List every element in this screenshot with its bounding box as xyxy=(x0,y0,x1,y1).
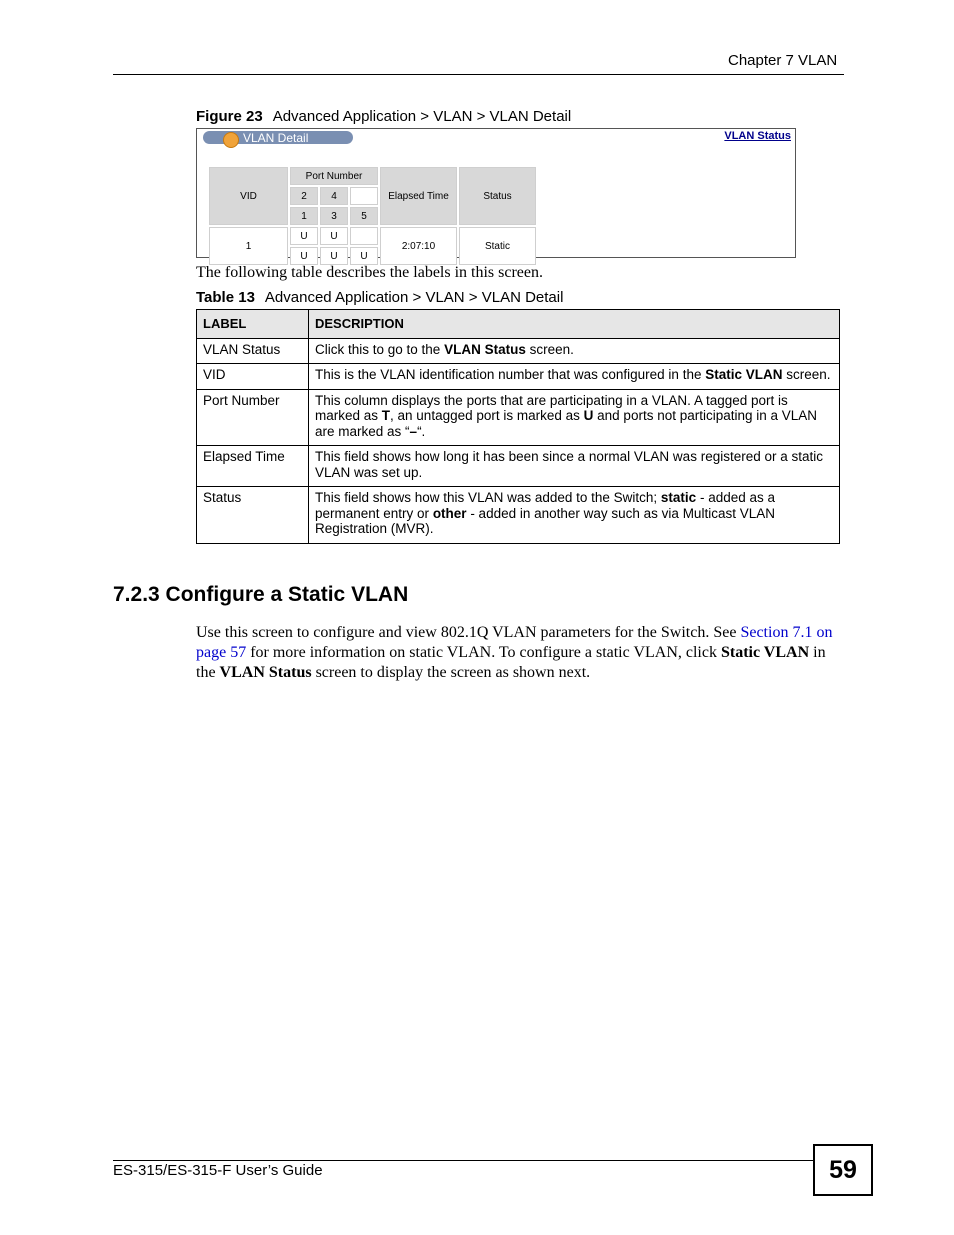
port-label xyxy=(350,187,378,205)
footer-guide-title: ES-315/ES-315-F User’s Guide xyxy=(113,1162,323,1179)
vlan-status-link[interactable]: VLAN Status xyxy=(724,130,791,142)
vlan-detail-screenshot xyxy=(196,128,796,262)
section-link[interactable]: Section 7.1 on page 57 xyxy=(196,624,833,661)
section-paragraph: Use this screen to configure and view 802.1Q VLAN parameters for the Switch. See Section 7.1 on page 57 for more information on static VLAN. To configure a static VLAN, click Static VLAN in the VLAN Status screen to display the screen as shown next. xyxy=(196,624,833,681)
row-label: VLAN Status xyxy=(197,338,309,364)
vid-value: 1 xyxy=(209,227,288,265)
row-label: Elapsed Time xyxy=(197,446,309,487)
port-label: 5 xyxy=(350,207,378,225)
label-description-table xyxy=(196,309,840,544)
elapsed-time-value: 2:07:10 xyxy=(380,227,457,265)
port-status: U xyxy=(320,227,348,245)
port-status: U xyxy=(350,247,378,265)
chapter-header: Chapter 7 VLAN xyxy=(728,52,838,69)
vid-header: VID xyxy=(209,167,288,225)
row-description: Click this to go to the VLAN Status screen. xyxy=(309,338,840,364)
status-header: Status xyxy=(459,167,536,225)
port-label: 4 xyxy=(320,187,348,205)
elapsed-time-header: Elapsed Time xyxy=(380,167,457,225)
page-number: 59 xyxy=(813,1144,873,1196)
port-number-header: Port Number xyxy=(290,167,378,185)
port-status: U xyxy=(290,247,318,265)
label-column-header: LABEL xyxy=(197,310,309,339)
port-status: U xyxy=(320,247,348,265)
table-title: Advanced Application > VLAN > VLAN Detail xyxy=(264,289,564,306)
tab-label: VLAN Detail xyxy=(243,131,309,145)
table-row xyxy=(197,446,840,487)
description-column-header: DESCRIPTION xyxy=(309,310,840,339)
table-row xyxy=(197,389,840,446)
row-description: This field shows how this VLAN was added to the Switch; static - added as a permanent entry or other - added in another way such as via Multicast VLAN Registration (MVR). xyxy=(309,487,840,544)
figure-title: Advanced Application > VLAN > VLAN Detail xyxy=(272,108,572,125)
figure-label: Figure 23 xyxy=(196,108,263,125)
row-label: Status xyxy=(197,487,309,544)
figure-caption xyxy=(196,108,571,125)
port-label: 1 xyxy=(290,207,318,225)
table-label: Table 13 xyxy=(196,289,255,306)
row-description: This field shows how long it has been since a normal VLAN was registered or a static VLAN was set up. xyxy=(309,446,840,487)
tab-circle-icon xyxy=(223,132,239,148)
section-heading: 7.2.3 Configure a Static VLAN xyxy=(113,583,409,606)
table-caption xyxy=(196,289,563,306)
row-description: This column displays the ports that are participating in a VLAN. A tagged port is marked as T, an untagged port is marked as U and ports not participating in a VLAN are marked as “–“. xyxy=(309,389,840,446)
port-status: U xyxy=(290,227,318,245)
row-description: This is the VLAN identification number that was configured in the Static VLAN screen. xyxy=(309,364,840,390)
row-label: VID xyxy=(197,364,309,390)
port-label: 2 xyxy=(290,187,318,205)
footer-rule xyxy=(113,1160,813,1161)
port-label: 3 xyxy=(320,207,348,225)
table-header-row xyxy=(197,310,840,339)
vlan-detail-tab xyxy=(203,131,353,144)
row-label: Port Number xyxy=(197,389,309,446)
header-rule xyxy=(113,74,844,75)
table-row xyxy=(197,364,840,390)
vlan-detail-table xyxy=(207,165,538,267)
status-value: Static xyxy=(459,227,536,265)
intro-paragraph: The following table describes the labels in this screen. xyxy=(196,264,544,281)
table-row xyxy=(197,487,840,544)
table-row xyxy=(197,338,840,364)
port-status xyxy=(350,227,378,245)
